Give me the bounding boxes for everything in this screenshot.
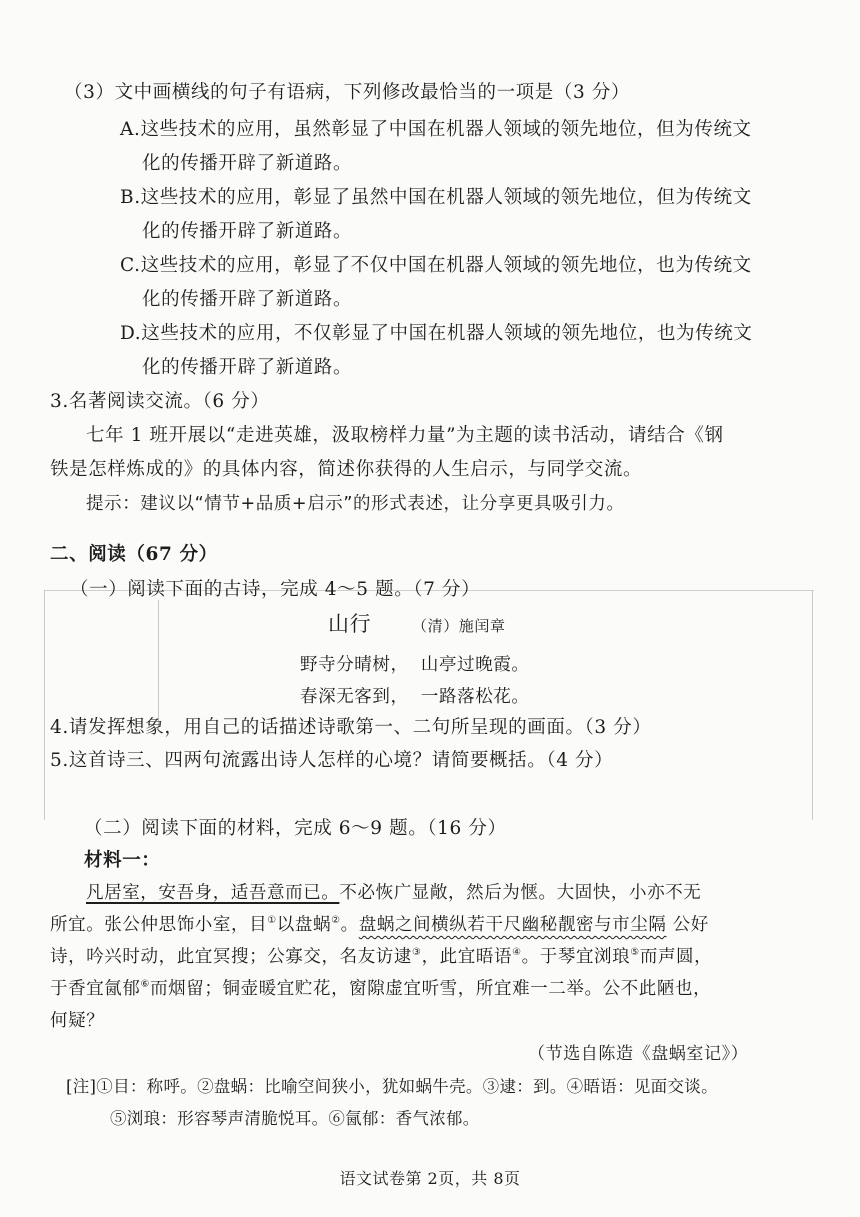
material-source: （节选自陈造《盘蜗室记》） [528,1044,749,1064]
section2-title: 二、阅读（67 分） [50,544,218,565]
poem-line-1: 野寺分晴树， 山亭过晚霞。 [300,655,530,675]
poem-line-2: 春深无客到， 一路落松花。 [300,687,530,707]
material-line-2-c: 。 [340,915,359,935]
footnote-mark-4: ④ [512,947,522,959]
material-line-4-a: 于香宜氤郁 [50,979,141,999]
material-line-3 [50,944,712,970]
q3-option-b-line2: 化的传播开辟了新道路。 [142,221,353,242]
material-underlined-sentence: 凡居室，安吾身，适吾意而已。 [86,883,340,903]
material-line-2-b: 以盘蜗 [276,915,332,935]
material-line-1 [86,880,701,906]
q-reading-body-2: 铁是怎样炼成的》的具体内容，简述你获得的人生启示，与同学交流。 [50,459,643,480]
footnote-mark-2: ② [331,915,341,927]
note-line-2: ⑤浏琅：形容琴声清脆悦耳。⑥氤郁：香气浓郁。 [110,1109,480,1128]
material-line-2-a: 所宜。张公仲思饰小室，目 [50,915,268,935]
material-line-3-c: 。于琴宜浏琅 [521,947,631,967]
material-line-3-d: 而声圆， [639,947,713,967]
section2-part1: （一）阅读下面的古诗，完成 4～5 题。（7 分） [70,579,481,600]
poem-author: （清）施闰章 [412,617,506,635]
footnote-mark-6: ⑥ [140,979,151,991]
footnote-mark-5: ⑤ [630,947,640,959]
material-label: 材料一： [84,850,161,871]
q3-option-c-line1: C.这些技术的应用，彰显了不仅中国在机器人领域的领先地位，也为传统文 [120,255,752,276]
scan-line-right [812,590,813,820]
q3-option-c-line2: 化的传播开辟了新道路。 [142,289,353,310]
q-reading-hint: 提示：建议以“情节+品质+启示”的形式表述，让分享更具吸引力。 [86,494,625,514]
scan-line-inner [158,600,159,730]
q4: 4.请发挥想象，用自己的话描述诗歌第一、二句所呈现的画面。（3 分） [50,717,652,738]
q3-option-a-line1: A.这些技术的应用，虽然彰显了中国在机器人领域的领先地位，但为传统文 [120,119,752,140]
material-line-2 [50,912,709,938]
material-line-4 [50,976,711,1002]
q3-option-a-line2: 化的传播开辟了新道路。 [142,153,353,174]
q5: 5.这首诗三、四两句流露出诗人怎样的心境？请简要概括。（4 分） [50,750,614,771]
q3-option-d-line1: D.这些技术的应用，不仅彰显了中国在机器人领域的领先地位，也为传统文 [120,323,753,344]
footnote-mark-3: ③ [412,947,422,959]
material-line-3-b: ，此宜晤语 [421,947,513,967]
material-wavy-sentence: 盘蜗之间横纵若干尺幽秘靓密与市尘隔 [358,915,667,935]
material-line-4-b: 而烟留；铜壶暖宜贮花，窗隙虚宜听雪，所宜难一二举。公不此陋也， [150,979,712,999]
note-line-1: [注]①目：称呼。②盘蜗：比喻空间狭小，犹如蜗牛壳。③逮：到。④晤语：见面交谈。 [66,1077,718,1096]
q3-option-d-line2: 化的传播开辟了新道路。 [142,357,353,378]
q-reading-title: 3.名著阅读交流。（6 分） [50,391,270,412]
poem-title: 山行 [328,612,372,636]
q-reading-body-1: 七年 1 班开展以“走进英雄，汲取榜样力量”为主题的读书活动，请结合《钢 [86,425,724,446]
q3-option-b-line1: B.这些技术的应用，彰显了虽然中国在机器人领域的领先地位，但为传统文 [120,187,752,208]
material-line-1-rest: 不必恢广显敞，然后为惬。大固快，小亦不无 [339,883,702,903]
scan-line-left [44,590,45,820]
material-line-5: 何疑？ [50,1011,105,1031]
material-line-3-a: 诗，吟兴时动，此宜冥搜；公寡交，名友访逮 [50,947,412,967]
footnote-mark-1: ① [267,915,277,927]
section2-part2: （二）阅读下面的材料，完成 6～9 题。（16 分） [84,818,507,839]
material-line-2-d: 公好 [666,915,709,935]
q3-stem: （3）文中画横线的句子有语病，下列修改最恰当的一项是（3 分） [64,82,631,103]
page-footer: 语文试卷第 2页，共 8页 [339,1169,521,1188]
